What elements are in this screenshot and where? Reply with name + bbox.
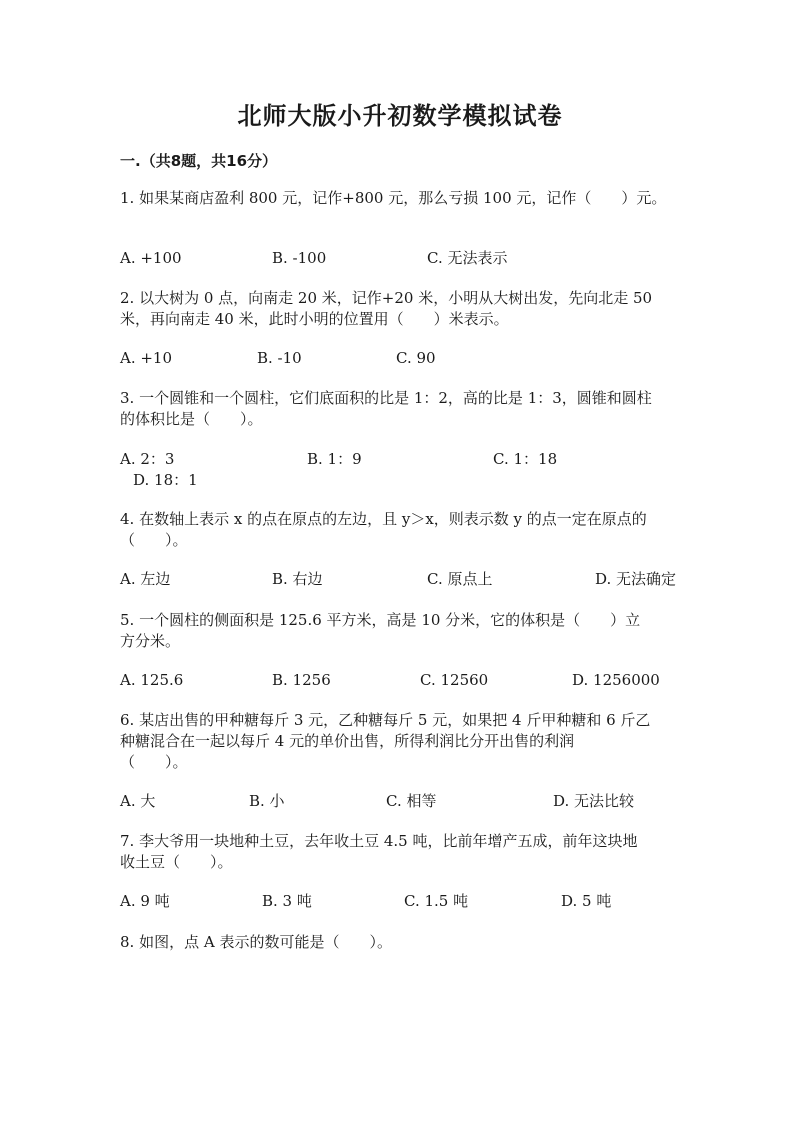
question-3-option-c: C. 1：18: [493, 450, 558, 468]
question-6-line-3: （ ）。: [120, 753, 188, 771]
question-2-line-1: 2. 以大树为 0 点，向南走 20 米，记作+20 米，小明从大树出发，先向北走 50: [120, 289, 653, 307]
question-4-option-b: B. 右边: [272, 570, 323, 588]
question-5-line-2: 方分米。: [120, 632, 181, 650]
question-4-line-2: （ ）。: [120, 531, 188, 549]
question-4-option-c: C. 原点上: [427, 570, 493, 588]
question-3-option-a: A. 2：3: [120, 450, 175, 468]
question-6-option-b: B. 小: [249, 792, 285, 810]
question-7-option-c: C. 1.5 吨: [404, 892, 469, 910]
question-7-option-d: D. 5 吨: [561, 892, 612, 910]
question-5-option-b: B. 1256: [272, 671, 331, 689]
question-2-option-a: A. +10: [120, 349, 173, 367]
question-6-option-d: D. 无法比较: [553, 792, 635, 810]
question-7-line-2: 收土豆（ ）。: [120, 853, 233, 871]
question-8-line-1: 8. 如图，点 A 表示的数可能是（ ）。: [120, 933, 392, 951]
question-1-line-1: 1. 如果某商店盈利 800 元，记作+800 元，那么亏损 100 元，记作（ ）元。: [120, 189, 667, 207]
question-3-line-2: 的体积比是（ ）。: [120, 410, 263, 428]
question-4-line-1: 4. 在数轴上表示 x 的点在原点的左边，且 y＞x，则表示数 y 的点一定在原点的: [120, 510, 647, 528]
question-5-option-a: A. 125.6: [120, 671, 184, 689]
section-header: 一.（共8题，共16分）: [120, 152, 278, 170]
question-1-option-a: A. +100: [120, 249, 182, 267]
page-title: 北师大版小升初数学模拟试卷: [237, 102, 563, 130]
question-6-option-a: A. 大: [120, 792, 156, 810]
question-1-option-b: B. -100: [272, 249, 327, 267]
question-7-line-1: 7. 李大爷用一块地种土豆，去年收土豆 4.5 吨，比前年增产五成，前年这块地: [120, 832, 638, 850]
question-2-option-c: C. 90: [396, 349, 436, 367]
question-4-option-d: D. 无法确定: [595, 570, 677, 588]
question-3-line-1: 3. 一个圆锥和一个圆柱，它们底面积的比是 1：2，高的比是 1：3，圆锥和圆柱: [120, 389, 652, 407]
question-3-option-d: D. 18：1: [133, 471, 198, 489]
question-3-option-b: B. 1：9: [307, 450, 362, 468]
question-6-line-2: 种糖混合在一起以每斤 4 元的单价出售，所得利润比分开出售的利润: [120, 732, 575, 750]
question-7-option-b: B. 3 吨: [262, 892, 312, 910]
question-7-option-a: A. 9 吨: [120, 892, 170, 910]
question-2-option-b: B. -10: [257, 349, 302, 367]
question-6-option-c: C. 相等: [386, 792, 437, 810]
question-6-line-1: 6. 某店出售的甲种糖每斤 3 元，乙种糖每斤 5 元，如果把 4 斤甲种糖和 6 斤乙: [120, 711, 651, 729]
question-4-option-a: A. 左边: [120, 570, 171, 588]
question-5-option-d: D. 1256000: [572, 671, 660, 689]
question-5-line-1: 5. 一个圆柱的侧面积是 125.6 平方米，高是 10 分米，它的体积是（ ）立: [120, 611, 641, 629]
question-5-option-c: C. 12560: [420, 671, 489, 689]
question-1-option-c: C. 无法表示: [427, 249, 508, 267]
question-2-line-2: 米，再向南走 40 米，此时小明的位置用（ ）米表示。: [120, 310, 509, 328]
